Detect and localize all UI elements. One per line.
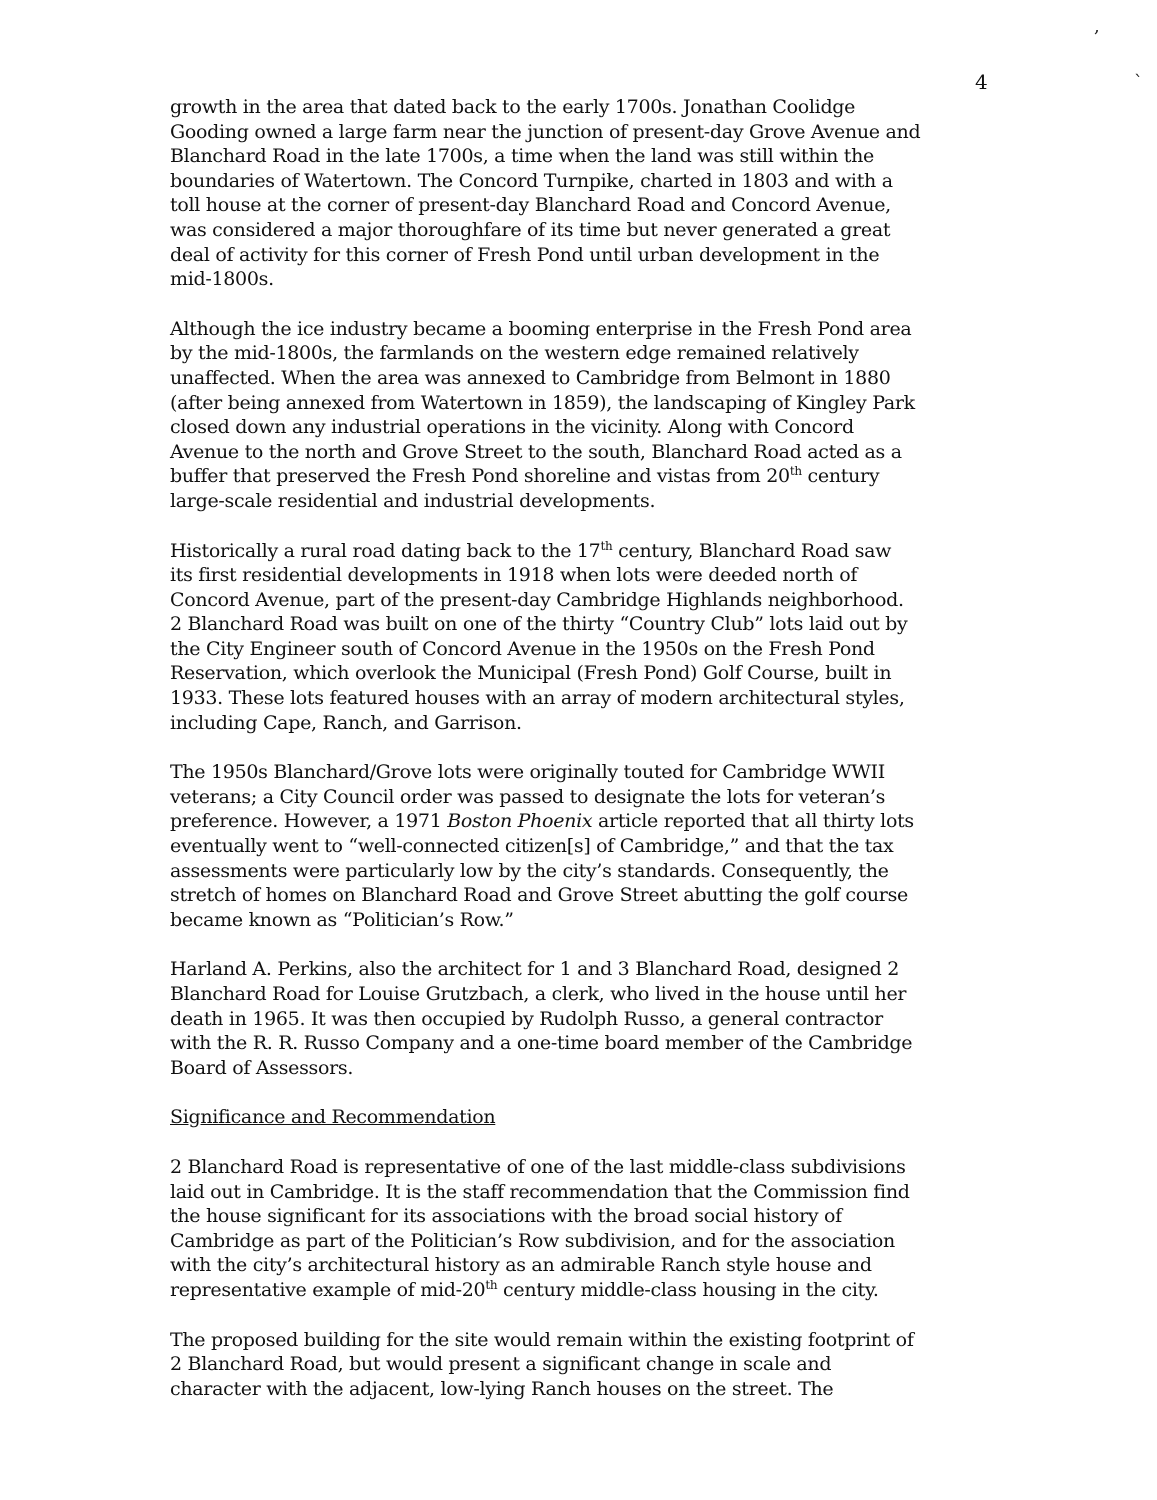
- text-line: (after being annexed from Watertown in 1859), the landscaping of Kingley Park: [170, 391, 915, 414]
- paragraph-ice-industry: [170, 317, 990, 514]
- text-line: by the mid-1800s, the farmlands on the western edge remained relatively: [170, 342, 859, 365]
- text-line: the City Engineer south of Concord Avenue in the 1950s on the Fresh Pond: [170, 637, 875, 660]
- text-line: veterans; a City Council order was passed to designate the lots for veteran’s: [170, 785, 886, 808]
- text-span: Historically a rural road dating back to the 17: [170, 539, 601, 562]
- superscript: th: [600, 538, 613, 553]
- text-span: century middle-class housing in the city.: [497, 1278, 879, 1301]
- paragraph-recommendation: [170, 1155, 990, 1303]
- text-span: century: [801, 465, 880, 488]
- scan-mark: `: [1134, 72, 1143, 93]
- text-line: character with the adjacent, low-lying Ranch houses on the street. The: [170, 1377, 834, 1400]
- paragraph-early-history: [170, 95, 990, 292]
- text-span: buffer that preserved the Fresh Pond shoreline and vistas from 20: [170, 465, 790, 488]
- text-line: large-scale residential and industrial developments.: [170, 489, 656, 512]
- text-line: mid-1800s.: [170, 268, 274, 291]
- paragraph-politicians-row: [170, 760, 990, 932]
- text-line: [170, 464, 990, 489]
- text-line: closed down any industrial operations in the vicinity. Along with Concord: [170, 416, 854, 439]
- text-line: became known as “Politician’s Row.”: [170, 908, 514, 931]
- superscript: th: [485, 1277, 498, 1292]
- text-span: representative example of mid-20: [170, 1278, 486, 1301]
- text-span: preference. However, a 1971: [170, 810, 448, 833]
- text-line: its first residential developments in 1918 when lots were deeded north of: [170, 564, 858, 587]
- text-line: Gooding owned a large farm near the junction of present-day Grove Avenue and: [170, 120, 921, 143]
- text-line: death in 1965. It was then occupied by Rudolph Russo, a general contractor: [170, 1007, 883, 1030]
- text-line: including Cape, Ranch, and Garrison.: [170, 711, 522, 734]
- text-line: stretch of homes on Blanchard Road and Grove Street abutting the golf course: [170, 884, 908, 907]
- text-line: growth in the area that dated back to the early 1700s. Jonathan Coolidge: [170, 96, 856, 118]
- text-line: laid out in Cambridge. It is the staff recommendation that the Commission find: [170, 1180, 910, 1203]
- page-number: 4: [975, 70, 988, 94]
- text-line: assessments were particularly low by the city’s standards. Consequently, the: [170, 859, 889, 882]
- text-line: [170, 809, 990, 834]
- publication-title: Boston Phoenix: [447, 810, 593, 833]
- text-span: century, Blanchard Road saw: [612, 539, 892, 562]
- text-line: Cambridge as part of the Politician’s Row subdivision, and for the association: [170, 1229, 895, 1252]
- text-line: Avenue to the north and Grove Street to the south, Blanchard Road acted as a: [170, 440, 902, 463]
- text-line: Harland A. Perkins, also the architect for 1 and 3 Blanchard Road, designed 2: [170, 958, 899, 981]
- text-line: [170, 539, 990, 564]
- text-line: Blanchard Road for Louise Grutzbach, a clerk, who lived in the house until her: [170, 983, 907, 1005]
- text-line: Board of Assessors.: [170, 1056, 354, 1079]
- superscript: th: [789, 464, 802, 479]
- text-line: unaffected. When the area was annexed to Cambridge from Belmont in 1880: [170, 366, 891, 389]
- document-body: [170, 95, 990, 1426]
- paragraph-architect: [170, 957, 990, 1080]
- text-line: Although the ice industry became a booming enterprise in the Fresh Pond area: [170, 317, 912, 340]
- text-line: toll house at the corner of present-day Blanchard Road and Concord Avenue,: [170, 194, 891, 217]
- section-heading: Significance and Recommendation: [170, 1106, 496, 1129]
- text-line: 1933. These lots featured houses with an array of modern architectural styles,: [170, 687, 905, 710]
- scan-mark: ,: [1094, 16, 1100, 37]
- text-line: with the city’s architectural history as an admirable Ranch style house and: [170, 1254, 872, 1277]
- text-line: boundaries of Watertown. The Concord Turnpike, charted in 1803 and with a: [170, 169, 893, 192]
- text-line: 2 Blanchard Road is representative of one of the last middle-class subdivisions: [170, 1155, 906, 1178]
- text-line: [170, 1278, 990, 1303]
- text-line: deal of activity for this corner of Fresh Pond until urban development in the: [170, 243, 880, 266]
- paragraph-proposed-building: [170, 1328, 990, 1402]
- text-line: with the R. R. Russo Company and a one-time board member of the Cambridge: [170, 1032, 913, 1055]
- paragraph-rural-road: [170, 539, 990, 736]
- text-line: The 1950s Blanchard/Grove lots were originally touted for Cambridge WWII: [170, 761, 885, 784]
- text-span: article reported that all thirty lots: [592, 810, 914, 833]
- text-line: 2 Blanchard Road, but would present a significant change in scale and: [170, 1353, 832, 1376]
- text-line: was considered a major thoroughfare of its time but never generated a great: [170, 218, 891, 241]
- text-line: The proposed building for the site would remain within the existing footprint of: [170, 1328, 914, 1351]
- text-line: eventually went to “well-connected citizen[s] of Cambridge,” and that the tax: [170, 835, 894, 858]
- text-line: Blanchard Road in the late 1700s, a time when the land was still within the: [170, 145, 875, 168]
- text-line: 2 Blanchard Road was built on one of the thirty “Country Club” lots laid out by: [170, 613, 908, 636]
- text-line: the house significant for its associations with the broad social history of: [170, 1205, 842, 1228]
- text-line: Concord Avenue, part of the present-day Cambridge Highlands neighborhood.: [170, 588, 904, 611]
- text-line: Reservation, which overlook the Municipal (Fresh Pond) Golf Course, built in: [170, 662, 892, 685]
